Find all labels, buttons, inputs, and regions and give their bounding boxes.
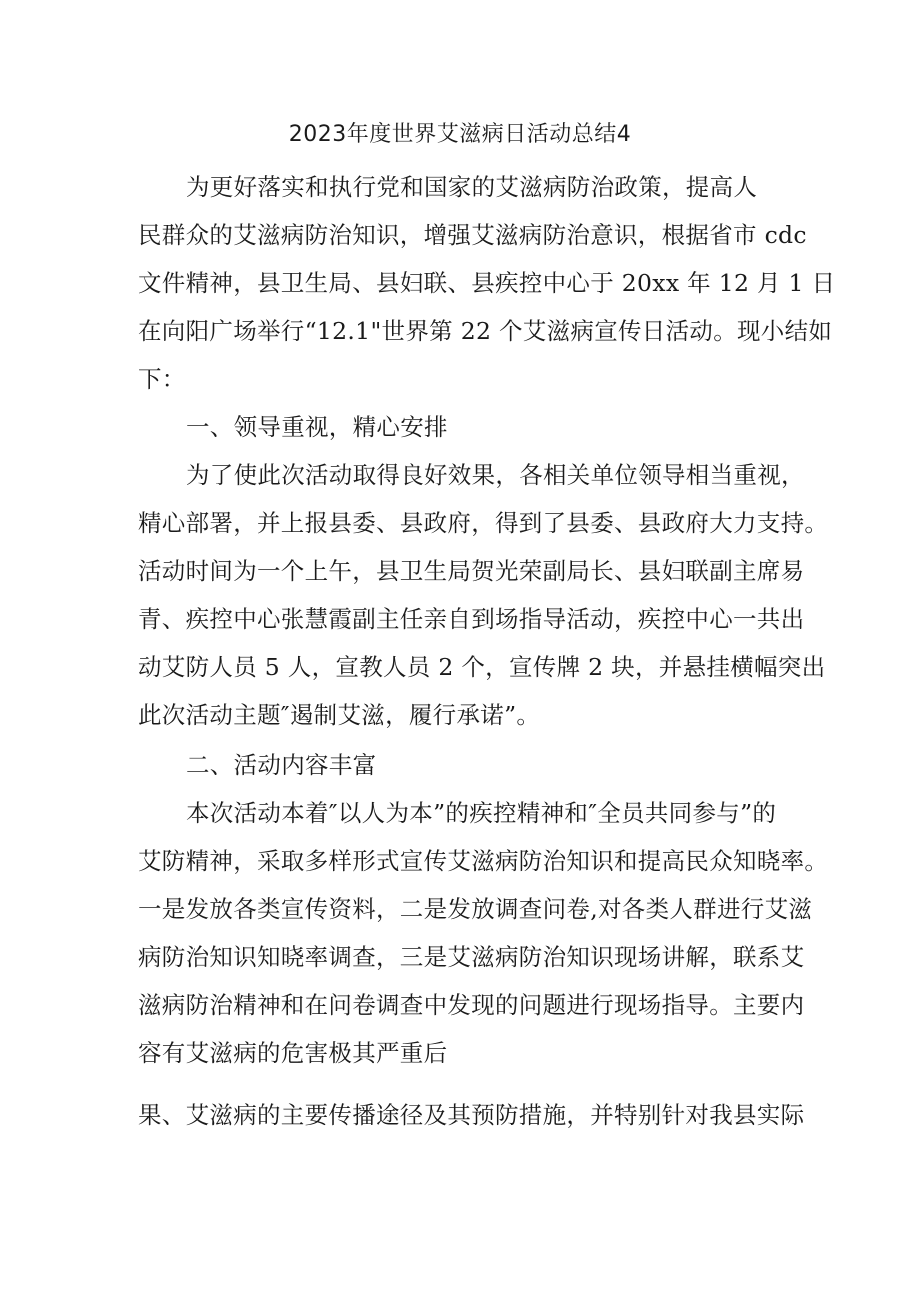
body-text-line: 一、领导重视，精心安排 — [186, 413, 448, 441]
body-text-line: 滋病防治精神和在问卷调查中发现的问题进行现场指导。主要内 — [138, 991, 805, 1019]
body-text-line: 为更好落实和执行党和国家的艾滋病防治政策，提高人 — [186, 173, 758, 201]
document-title: 2023年度世界艾滋病日活动总结4 — [288, 122, 632, 147]
body-text-line: 本次活动本着″以人为本”的疾控精神和″全员共同参与”的 — [186, 799, 777, 827]
body-text-line: 一是发放各类宣传资料，二是发放调查问卷,对各类人群进行艾滋 — [138, 895, 813, 923]
body-text-line: 二、活动内容丰富 — [186, 751, 377, 779]
body-text-line: 病防治知识知晓率调查，三是艾滋病防治知识现场讲解，联系艾 — [138, 943, 805, 971]
body-text-line: 活动时间为一个上午，县卫生局贺光荣副局长、县妇联副主席易 — [138, 557, 805, 585]
body-text-line: 果、艾滋病的主要传播途径及其预防措施，并特别针对我县实际 — [138, 1101, 805, 1129]
body-text-line: 动艾防人员 5 人，宣教人员 2 个，宣传牌 2 块，并悬挂横幅突出 — [138, 653, 826, 681]
body-text-line: 精心部署，并上报县委、县政府，得到了县委、县政府大力支持。 — [138, 509, 829, 537]
body-text-line: 下： — [138, 365, 186, 393]
body-text-line: 文件精神，县卫生局、县妇联、县疾控中心于 20xx 年 12 月 1 日 — [138, 269, 836, 297]
body-text-line: 民群众的艾滋病防治知识，增强艾滋病防治意识，根据省市 cdc — [138, 221, 807, 249]
body-text-line: 青、疾控中心张慧霞副主任亲自到场指导活动，疾控中心一共出 — [138, 605, 805, 633]
body-text-line: 在向阳广场举行“12.1"世界第 22 个艾滋病宣传日活动。现小结如 — [138, 317, 833, 345]
body-text-line: 此次活动主题″遏制艾滋，履行承诺”。 — [138, 701, 541, 729]
body-text-line: 艾防精神，采取多样形式宣传艾滋病防治知识和提高民众知晓率。 — [138, 847, 829, 875]
body-text-line: 容有艾滋病的危害极其严重后 — [138, 1039, 448, 1067]
body-text-line: 为了使此次活动取得良好效果，各相关单位领导相当重视， — [186, 461, 805, 489]
